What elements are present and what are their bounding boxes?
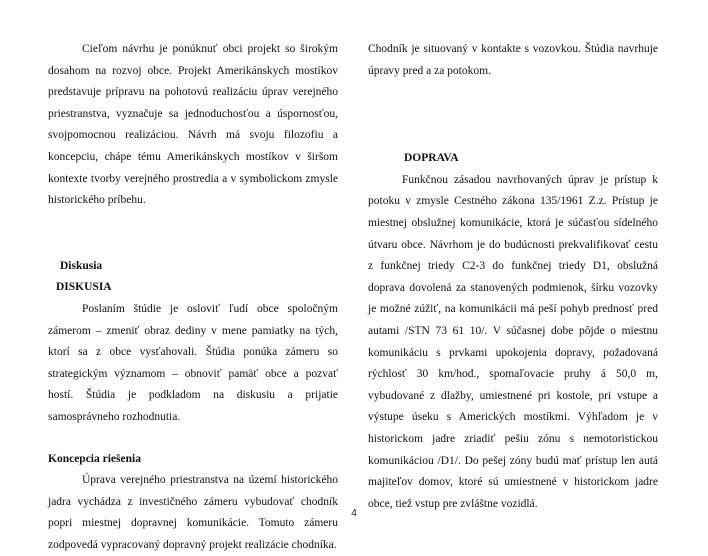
section-gap bbox=[48, 429, 338, 449]
continuation-paragraph: Chodník je situovaný v kontakte s vozovkou. Štúdia navrhuje úpravy pred a za potokom. bbox=[368, 43, 658, 77]
right-column bbox=[368, 39, 658, 515]
left-column bbox=[48, 39, 338, 556]
section-gap bbox=[368, 82, 658, 148]
koncepcia-paragraph: Úprava verejného priestranstva na území historického jadra vychádza z investičného zámeru vybudovať chodník popri miestnej dopravnej komunikácie. Tomuto zámeru zodpovedá vypracovaný dopravný projekt realizácie chodníka. bbox=[48, 474, 338, 551]
intro-paragraph: Cieľom návrhu je ponúknuť obci projekt so širokým dosahom na rozvoj obce. Projekt Amerikánskych mostíkov predstavuje prípravu na pohotovú realizáciu úprav verejného priestranstva, vyznačuje sa jednoduchosťou a úspornosťou, svojpomocnou realizáciou. Návrh má svoju filozofiu a koncepciu, chápe tému Amerikánskych mostíkov v širšom kontexte tvorby verejného prostredia a v symbolickom zmysle historického príbehu. bbox=[48, 43, 338, 207]
doprava-paragraph: Funkčnou zásadou navrhovaných úprav je prístup k potoku v zmysle Cestného zákona 135/1961 Z.z. Prístup je miestnej obslužnej komunikácie, ktorá je súčasťou sídelného útvaru obce. Návrhom je do budúcnosti prekvalifikovať cestu z funkčnej triedy C2-3 do funkčnej triedy D1, obslužná doprava dovolená za stanovených podmienok, šírku vozovky je možné zúžiť, na komunikácii má peší pohyb prednosť pred autami /STN 73 61 10/. V súčasnej dobe pôjde o miestnu komunikáciu s prvkami upokojenia dopravy, požadovaná rýchlosť 30 km/hod., spomaľovacie pruhy á 50,0 m, vybudované z dlažby, umiestnené pri kostole, pri vstupe a výstupe úseku s Amerických mostíkmi. Výhľadom je v historickom jadre zriadiť pešiu zónu s nemotoristickou komunikáciou /D1/. Do pešej zóny budú mať prístup len autá majiteľov domov, ktoré sú umiestnené v historickom jadre obce, tiež vstup pre zvláštne vozidlá. bbox=[368, 173, 658, 510]
diskusia-paragraph: Poslaním štúdie je osloviť ľudí obce spoločným zámerom – zmeniť obraz dediny v mene pamiatky na tých, ktorí sa z obce vysťahovali. Štúdia ponúka zámeru so strategickým významom – obnoviť pamäť obce a pozvať hostí. Štúdia je podkladom na diskusiu a prijatie samosprávneho rozhodnutia. bbox=[48, 302, 338, 423]
koncepcia-heading: Koncepcia riešenia bbox=[48, 452, 141, 465]
diskusia-heading-caps: DISKUSIA bbox=[56, 281, 112, 294]
doprava-heading: DOPRAVA bbox=[404, 152, 459, 165]
page-number: 4 bbox=[351, 508, 357, 519]
section-gap bbox=[48, 212, 338, 256]
diskusia-heading: Diskusia bbox=[60, 259, 103, 272]
